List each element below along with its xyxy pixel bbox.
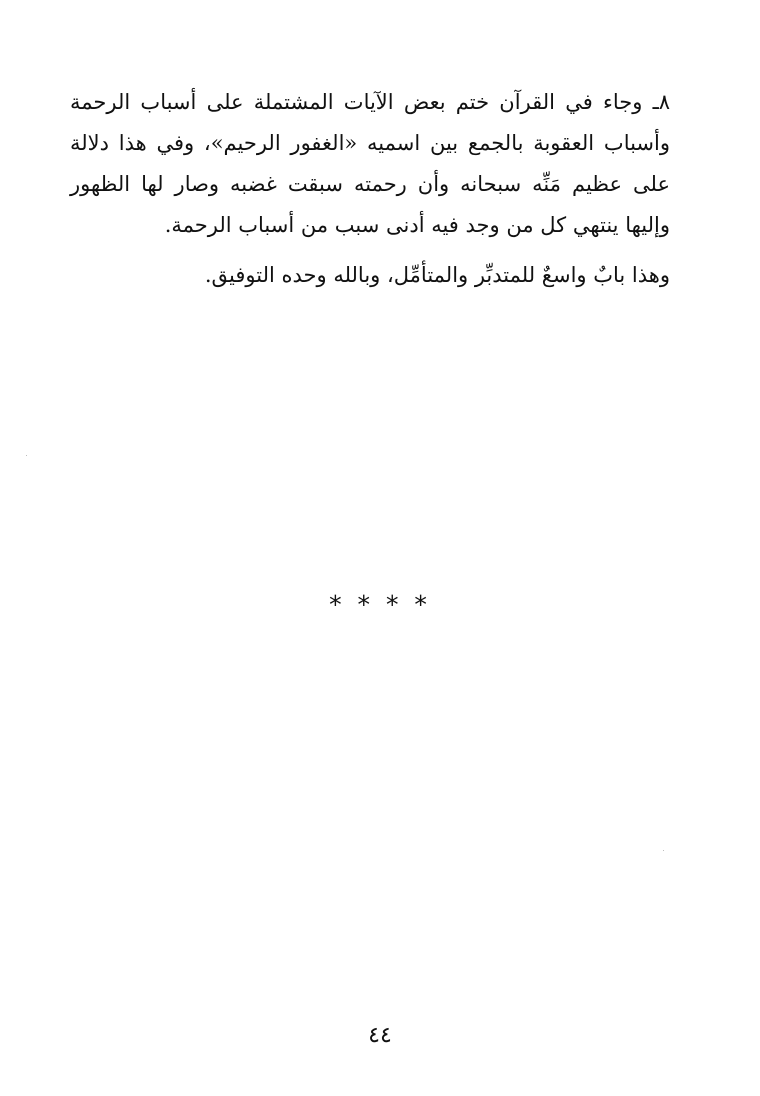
scan-speck [26,455,27,456]
body-text [70,82,670,296]
section-separator: * * * * [329,590,431,619]
paragraph-point-8: ٨ـ وجاء في القرآن ختم بعض الآيات المشتملة على أسباب الرحمة وأسباب العقوبة بالجمع بين اسميه «الغفور الرحيم»، وفي هذا دلالة على عظيم مَنِّه سبحانه وأن رحمته سبقت غضبه وصار لها الظهور وإليها ينتهي كل من وجد فيه أدنى سبب من أسباب الرحمة. [70,90,670,237]
page-number: ٤٤ [368,1023,392,1048]
paragraph-closing: وهذا بابٌ واسعٌ للمتدبِّر والمتأمِّل، وبالله وحده التوفيق. [204,263,670,287]
scan-speck [663,850,664,851]
